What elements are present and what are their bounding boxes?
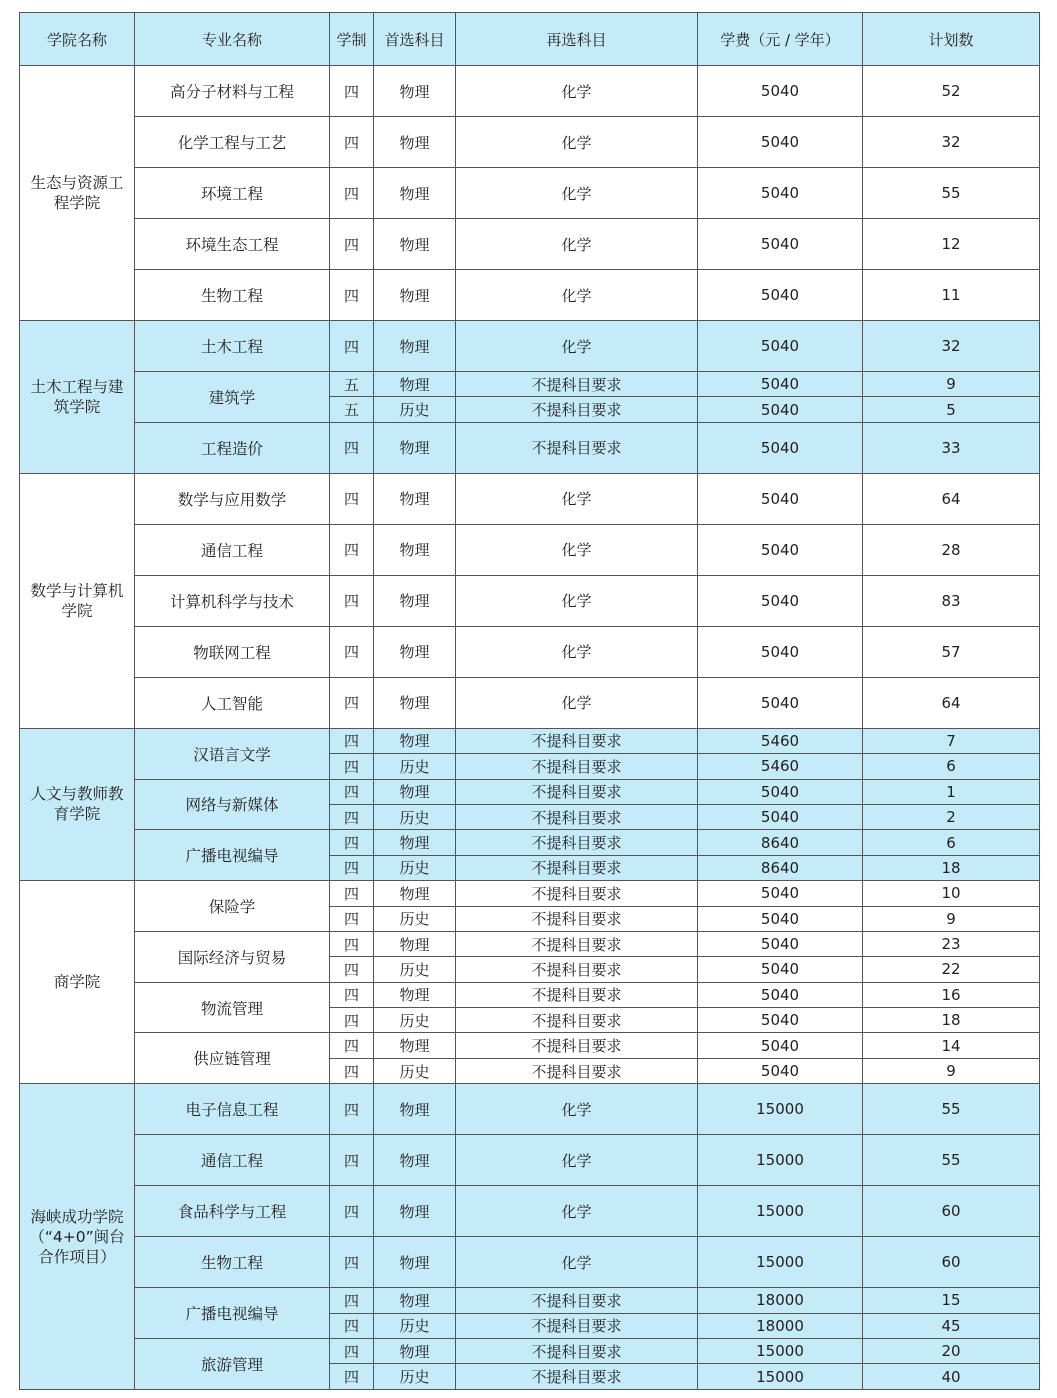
- header-college: 学院名称: [20, 13, 135, 66]
- tuition-cell: 5040: [698, 804, 863, 829]
- years-cell: 四: [330, 575, 374, 626]
- table-row: [20, 219, 1040, 270]
- plan-count-cell: 18: [863, 855, 1040, 880]
- major-name-cell: 电子信息工程: [135, 1084, 330, 1135]
- plan-count-cell: 10: [863, 881, 1040, 906]
- plan-count-cell: 20: [863, 1339, 1040, 1364]
- college-name-cell: 人文与教师教育学院: [20, 728, 135, 880]
- plan-count-cell: 16: [863, 982, 1040, 1007]
- years-cell: 四: [330, 754, 374, 779]
- second-subject-cell: 不提科目要求: [456, 957, 698, 982]
- years-cell: 四: [330, 1237, 374, 1288]
- years-cell: 四: [330, 728, 374, 753]
- second-subject-cell: 化学: [456, 1135, 698, 1186]
- second-subject-cell: 不提科目要求: [456, 779, 698, 804]
- plan-count-cell: 6: [863, 830, 1040, 855]
- second-subject-cell: 不提科目要求: [456, 906, 698, 931]
- plan-count-cell: 12: [863, 219, 1040, 270]
- header-row: [20, 13, 1040, 66]
- tuition-cell: 5040: [698, 321, 863, 372]
- years-cell: 四: [330, 1339, 374, 1364]
- years-cell: 四: [330, 1008, 374, 1033]
- second-subject-cell: 不提科目要求: [456, 982, 698, 1007]
- years-cell: 四: [330, 982, 374, 1007]
- college-name-cell: 数学与计算机学院: [20, 473, 135, 728]
- table-row: [20, 728, 1040, 753]
- major-name-cell: 网络与新媒体: [135, 779, 330, 830]
- second-subject-cell: 不提科目要求: [456, 931, 698, 956]
- college-group: [20, 1084, 1040, 1390]
- major-name-cell: 环境生态工程: [135, 219, 330, 270]
- years-cell: 四: [330, 906, 374, 931]
- tuition-cell: 5040: [698, 881, 863, 906]
- tuition-cell: 5460: [698, 754, 863, 779]
- tuition-cell: 15000: [698, 1135, 863, 1186]
- college-group: [20, 728, 1040, 880]
- enrollment-plan-table: [19, 12, 1040, 1390]
- years-cell: 四: [330, 117, 374, 168]
- tuition-cell: 5040: [698, 117, 863, 168]
- second-subject-cell: 不提科目要求: [456, 754, 698, 779]
- major-name-cell: 国际经济与贸易: [135, 931, 330, 982]
- second-subject-cell: 化学: [456, 66, 698, 117]
- second-subject-cell: 不提科目要求: [456, 1033, 698, 1058]
- second-subject-cell: 不提科目要求: [456, 881, 698, 906]
- table-row: [20, 1237, 1040, 1288]
- first-subject-cell: 物理: [374, 728, 456, 753]
- major-name-cell: 保险学: [135, 881, 330, 932]
- first-subject-cell: 物理: [374, 626, 456, 677]
- years-cell: 四: [330, 779, 374, 804]
- tuition-cell: 18000: [698, 1288, 863, 1313]
- plan-count-cell: 5: [863, 397, 1040, 422]
- first-subject-cell: 物理: [374, 117, 456, 168]
- tuition-cell: 8640: [698, 855, 863, 880]
- years-cell: 四: [330, 1364, 374, 1389]
- table-row: [20, 1084, 1040, 1135]
- table-row: [20, 626, 1040, 677]
- first-subject-cell: 物理: [374, 575, 456, 626]
- first-subject-cell: 历史: [374, 754, 456, 779]
- table-row: [20, 117, 1040, 168]
- college-group: [20, 66, 1040, 321]
- major-name-cell: 生物工程: [135, 270, 330, 321]
- plan-count-cell: 9: [863, 372, 1040, 397]
- plan-count-cell: 23: [863, 931, 1040, 956]
- second-subject-cell: 化学: [456, 321, 698, 372]
- plan-count-cell: 6: [863, 754, 1040, 779]
- table-row: [20, 575, 1040, 626]
- first-subject-cell: 历史: [374, 906, 456, 931]
- table-row: [20, 677, 1040, 728]
- major-name-cell: 高分子材料与工程: [135, 66, 330, 117]
- years-cell: 四: [330, 1084, 374, 1135]
- first-subject-cell: 物理: [374, 1339, 456, 1364]
- first-subject-cell: 物理: [374, 1186, 456, 1237]
- college-group: [20, 473, 1040, 728]
- second-subject-cell: 化学: [456, 168, 698, 219]
- first-subject-cell: 历史: [374, 397, 456, 422]
- tuition-cell: 5040: [698, 270, 863, 321]
- second-subject-cell: 不提科目要求: [456, 422, 698, 473]
- table-row: [20, 524, 1040, 575]
- years-cell: 四: [330, 168, 374, 219]
- major-name-cell: 计算机科学与技术: [135, 575, 330, 626]
- tuition-cell: 5040: [698, 779, 863, 804]
- second-subject-cell: 不提科目要求: [456, 1339, 698, 1364]
- major-name-cell: 物流管理: [135, 982, 330, 1033]
- years-cell: 四: [330, 219, 374, 270]
- plan-count-cell: 40: [863, 1364, 1040, 1389]
- first-subject-cell: 物理: [374, 66, 456, 117]
- first-subject-cell: 历史: [374, 957, 456, 982]
- years-cell: 四: [330, 473, 374, 524]
- major-name-cell: 人工智能: [135, 677, 330, 728]
- table-row: [20, 168, 1040, 219]
- major-name-cell: 生物工程: [135, 1237, 330, 1288]
- years-cell: 四: [330, 626, 374, 677]
- table-row: [20, 779, 1040, 804]
- first-subject-cell: 物理: [374, 1288, 456, 1313]
- plan-count-cell: 57: [863, 626, 1040, 677]
- second-subject-cell: 不提科目要求: [456, 1058, 698, 1083]
- years-cell: 四: [330, 321, 374, 372]
- years-cell: 四: [330, 830, 374, 855]
- first-subject-cell: 物理: [374, 1084, 456, 1135]
- plan-count-cell: 22: [863, 957, 1040, 982]
- years-cell: 四: [330, 931, 374, 956]
- major-name-cell: 物联网工程: [135, 626, 330, 677]
- second-subject-cell: 不提科目要求: [456, 372, 698, 397]
- table-header: [20, 13, 1040, 66]
- major-name-cell: 建筑学: [135, 372, 330, 423]
- years-cell: 四: [330, 66, 374, 117]
- tuition-cell: 5040: [698, 931, 863, 956]
- second-subject-cell: 不提科目要求: [456, 1288, 698, 1313]
- college-name-cell: 生态与资源工程学院: [20, 66, 135, 321]
- second-subject-cell: 不提科目要求: [456, 1364, 698, 1389]
- header-tuition: 学费（元 / 学年）: [698, 13, 863, 66]
- college-name-cell: 海峡成功学院（“4+0”闽台合作项目）: [20, 1084, 135, 1390]
- years-cell: 四: [330, 804, 374, 829]
- tuition-cell: 5040: [698, 219, 863, 270]
- tuition-cell: 5040: [698, 1058, 863, 1083]
- table-row: [20, 473, 1040, 524]
- tuition-cell: 15000: [698, 1364, 863, 1389]
- second-subject-cell: 化学: [456, 626, 698, 677]
- first-subject-cell: 物理: [374, 219, 456, 270]
- college-name-cell: 土木工程与建筑学院: [20, 321, 135, 474]
- plan-count-cell: 60: [863, 1186, 1040, 1237]
- years-cell: 四: [330, 1186, 374, 1237]
- first-subject-cell: 物理: [374, 321, 456, 372]
- table-row: [20, 66, 1040, 117]
- first-subject-cell: 历史: [374, 1313, 456, 1338]
- header-plan-count: 计划数: [863, 13, 1040, 66]
- plan-count-cell: 55: [863, 168, 1040, 219]
- plan-count-cell: 32: [863, 321, 1040, 372]
- plan-count-cell: 7: [863, 728, 1040, 753]
- years-cell: 五: [330, 372, 374, 397]
- major-name-cell: 广播电视编导: [135, 1288, 330, 1339]
- header-second-subject: 再选科目: [456, 13, 698, 66]
- second-subject-cell: 化学: [456, 677, 698, 728]
- first-subject-cell: 物理: [374, 422, 456, 473]
- tuition-cell: 15000: [698, 1237, 863, 1288]
- tuition-cell: 5040: [698, 957, 863, 982]
- plan-count-cell: 83: [863, 575, 1040, 626]
- first-subject-cell: 物理: [374, 779, 456, 804]
- second-subject-cell: 化学: [456, 524, 698, 575]
- first-subject-cell: 物理: [374, 931, 456, 956]
- years-cell: 四: [330, 1313, 374, 1338]
- second-subject-cell: 不提科目要求: [456, 830, 698, 855]
- tuition-cell: 15000: [698, 1186, 863, 1237]
- table-row: [20, 270, 1040, 321]
- first-subject-cell: 历史: [374, 1364, 456, 1389]
- plan-count-cell: 2: [863, 804, 1040, 829]
- table-row: [20, 372, 1040, 397]
- tuition-cell: 5040: [698, 66, 863, 117]
- tuition-cell: 5040: [698, 1033, 863, 1058]
- years-cell: 四: [330, 270, 374, 321]
- years-cell: 四: [330, 1135, 374, 1186]
- header-major: 专业名称: [135, 13, 330, 66]
- first-subject-cell: 物理: [374, 168, 456, 219]
- first-subject-cell: 物理: [374, 1237, 456, 1288]
- header-first-subject: 首选科目: [374, 13, 456, 66]
- second-subject-cell: 化学: [456, 219, 698, 270]
- first-subject-cell: 物理: [374, 473, 456, 524]
- tuition-cell: 5040: [698, 422, 863, 473]
- second-subject-cell: 不提科目要求: [456, 728, 698, 753]
- tuition-cell: 5040: [698, 372, 863, 397]
- plan-count-cell: 28: [863, 524, 1040, 575]
- tuition-cell: 5040: [698, 982, 863, 1007]
- plan-count-cell: 55: [863, 1084, 1040, 1135]
- years-cell: 五: [330, 397, 374, 422]
- years-cell: 四: [330, 1033, 374, 1058]
- college-group: [20, 881, 1040, 1084]
- years-cell: 四: [330, 855, 374, 880]
- major-name-cell: 环境工程: [135, 168, 330, 219]
- tuition-cell: 5040: [698, 168, 863, 219]
- tuition-cell: 5040: [698, 677, 863, 728]
- second-subject-cell: 不提科目要求: [456, 1008, 698, 1033]
- first-subject-cell: 物理: [374, 372, 456, 397]
- plan-count-cell: 32: [863, 117, 1040, 168]
- major-name-cell: 化学工程与工艺: [135, 117, 330, 168]
- years-cell: 四: [330, 422, 374, 473]
- second-subject-cell: 不提科目要求: [456, 397, 698, 422]
- major-name-cell: 广播电视编导: [135, 830, 330, 881]
- first-subject-cell: 物理: [374, 524, 456, 575]
- tuition-cell: 5040: [698, 397, 863, 422]
- first-subject-cell: 历史: [374, 855, 456, 880]
- plan-count-cell: 18: [863, 1008, 1040, 1033]
- table-row: [20, 931, 1040, 956]
- table-row: [20, 1186, 1040, 1237]
- second-subject-cell: 不提科目要求: [456, 804, 698, 829]
- first-subject-cell: 物理: [374, 270, 456, 321]
- second-subject-cell: 化学: [456, 270, 698, 321]
- second-subject-cell: 化学: [456, 575, 698, 626]
- header-years: 学制: [330, 13, 374, 66]
- major-name-cell: 供应链管理: [135, 1033, 330, 1084]
- second-subject-cell: 化学: [456, 473, 698, 524]
- major-name-cell: 土木工程: [135, 321, 330, 372]
- years-cell: 四: [330, 524, 374, 575]
- plan-count-cell: 1: [863, 779, 1040, 804]
- major-name-cell: 通信工程: [135, 1135, 330, 1186]
- plan-count-cell: 64: [863, 473, 1040, 524]
- first-subject-cell: 物理: [374, 677, 456, 728]
- years-cell: 四: [330, 677, 374, 728]
- plan-count-cell: 45: [863, 1313, 1040, 1338]
- first-subject-cell: 物理: [374, 1033, 456, 1058]
- second-subject-cell: 化学: [456, 1186, 698, 1237]
- plan-count-cell: 15: [863, 1288, 1040, 1313]
- table-row: [20, 982, 1040, 1007]
- years-cell: 四: [330, 1288, 374, 1313]
- table-row: [20, 1033, 1040, 1058]
- plan-count-cell: 9: [863, 906, 1040, 931]
- major-name-cell: 数学与应用数学: [135, 473, 330, 524]
- college-group: [20, 321, 1040, 474]
- major-name-cell: 旅游管理: [135, 1339, 330, 1390]
- tuition-cell: 8640: [698, 830, 863, 855]
- years-cell: 四: [330, 1058, 374, 1083]
- second-subject-cell: 化学: [456, 117, 698, 168]
- second-subject-cell: 不提科目要求: [456, 1313, 698, 1338]
- table-row: [20, 830, 1040, 855]
- first-subject-cell: 历史: [374, 1058, 456, 1083]
- table-row: [20, 1339, 1040, 1364]
- first-subject-cell: 物理: [374, 881, 456, 906]
- tuition-cell: 5040: [698, 575, 863, 626]
- plan-count-cell: 33: [863, 422, 1040, 473]
- tuition-cell: 5040: [698, 626, 863, 677]
- plan-count-cell: 9: [863, 1058, 1040, 1083]
- plan-count-cell: 64: [863, 677, 1040, 728]
- tuition-cell: 5040: [698, 473, 863, 524]
- years-cell: 四: [330, 957, 374, 982]
- table-row: [20, 1135, 1040, 1186]
- plan-count-cell: 11: [863, 270, 1040, 321]
- first-subject-cell: 物理: [374, 830, 456, 855]
- years-cell: 四: [330, 881, 374, 906]
- tuition-cell: 18000: [698, 1313, 863, 1338]
- tuition-cell: 15000: [698, 1084, 863, 1135]
- plan-count-cell: 55: [863, 1135, 1040, 1186]
- plan-count-cell: 14: [863, 1033, 1040, 1058]
- table-row: [20, 422, 1040, 473]
- plan-count-cell: 52: [863, 66, 1040, 117]
- major-name-cell: 通信工程: [135, 524, 330, 575]
- tuition-cell: 5040: [698, 906, 863, 931]
- first-subject-cell: 物理: [374, 982, 456, 1007]
- second-subject-cell: 化学: [456, 1084, 698, 1135]
- tuition-cell: 5460: [698, 728, 863, 753]
- second-subject-cell: 不提科目要求: [456, 855, 698, 880]
- tuition-cell: 5040: [698, 524, 863, 575]
- table-row: [20, 1288, 1040, 1313]
- college-name-cell: 商学院: [20, 881, 135, 1084]
- second-subject-cell: 化学: [456, 1237, 698, 1288]
- first-subject-cell: 历史: [374, 1008, 456, 1033]
- major-name-cell: 工程造价: [135, 422, 330, 473]
- tuition-cell: 15000: [698, 1339, 863, 1364]
- tuition-cell: 5040: [698, 1008, 863, 1033]
- major-name-cell: 汉语言文学: [135, 728, 330, 779]
- first-subject-cell: 物理: [374, 1135, 456, 1186]
- table-row: [20, 881, 1040, 906]
- table-row: [20, 321, 1040, 372]
- first-subject-cell: 历史: [374, 804, 456, 829]
- major-name-cell: 食品科学与工程: [135, 1186, 330, 1237]
- plan-count-cell: 60: [863, 1237, 1040, 1288]
